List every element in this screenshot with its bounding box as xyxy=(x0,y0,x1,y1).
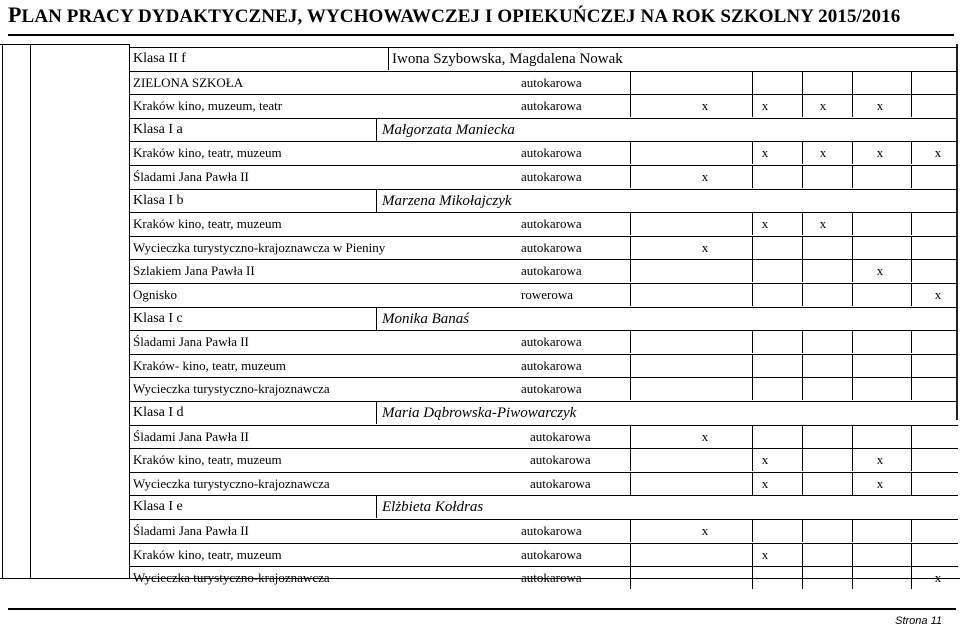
grid-line xyxy=(802,284,803,306)
grid-line xyxy=(630,284,631,306)
class-name: Klasa II f xyxy=(133,51,186,66)
month-mark: x xyxy=(761,475,769,491)
grid-line xyxy=(802,166,803,188)
teacher-name: Małgorzata Maniecka xyxy=(382,121,515,138)
teacher-name: Iwona Szybowska, Magdalena Nowak xyxy=(392,51,623,67)
column-divider xyxy=(30,44,31,578)
grid-line xyxy=(630,166,631,188)
transport-type: autokarowa xyxy=(521,334,582,350)
grid-line xyxy=(911,426,912,448)
grid-line xyxy=(802,520,803,542)
month-mark: x xyxy=(934,287,942,302)
month-mark: x xyxy=(934,145,942,161)
trip-name: Kraków kino, teatr, muzeum xyxy=(133,452,282,468)
teacher-name: Elżbieta Kołdras xyxy=(382,499,484,516)
transport-type: autokarowa xyxy=(521,523,582,538)
trip-name: Śladami Jana Pawła II xyxy=(133,523,249,538)
grid-line xyxy=(752,544,753,566)
month-mark: x xyxy=(701,239,709,255)
trip-row xyxy=(130,519,958,542)
column-divider xyxy=(376,190,377,212)
trip-name: Śladami Jana Pawła II xyxy=(133,169,249,184)
grid-line xyxy=(630,72,631,94)
class-name: Klasa I c xyxy=(133,310,183,326)
trip-name: Wycieczka turystyczno-krajoznawcza xyxy=(133,475,330,491)
transport-type: autokarowa xyxy=(521,570,582,586)
grid-line xyxy=(752,355,753,377)
grid-line xyxy=(852,166,853,188)
trip-row xyxy=(130,212,958,235)
grid-line xyxy=(752,378,753,400)
trip-row xyxy=(130,472,958,495)
grid-line xyxy=(630,95,631,117)
grid-line xyxy=(630,449,631,471)
class-header-row xyxy=(130,307,958,330)
trip-row xyxy=(130,94,958,117)
month-mark: x xyxy=(819,216,827,232)
transport-type: autokarowa xyxy=(521,169,582,184)
month-mark: x xyxy=(761,216,769,232)
grid-line xyxy=(911,237,912,259)
grid-line xyxy=(852,426,853,448)
transport-type: autokarowa xyxy=(521,216,582,232)
column-divider xyxy=(376,402,377,424)
month-mark: x xyxy=(876,475,884,491)
class-header-row xyxy=(130,118,958,141)
month-mark: x xyxy=(876,452,884,468)
grid-line xyxy=(752,95,753,117)
grid-line xyxy=(802,378,803,400)
grid-line xyxy=(852,260,853,282)
grid-line xyxy=(802,449,803,471)
grid-line xyxy=(802,355,803,377)
class-name: Klasa I a xyxy=(133,121,183,137)
grid-line xyxy=(752,473,753,495)
grid-line xyxy=(630,520,631,542)
month-mark: x xyxy=(876,98,884,114)
transport-type: autokarowa xyxy=(521,74,582,90)
trip-row xyxy=(130,71,958,94)
footer-rule xyxy=(8,608,956,610)
grid-line xyxy=(911,166,912,188)
grid-line xyxy=(802,213,803,235)
trip-name: Kraków kino, teatr, muzeum xyxy=(133,145,282,161)
transport-type: autokarowa xyxy=(530,428,591,444)
month-mark: x xyxy=(761,452,769,468)
month-mark: x xyxy=(819,98,827,114)
grid-line xyxy=(752,142,753,164)
column-divider xyxy=(376,496,377,518)
grid-line xyxy=(802,260,803,282)
trip-name: Wycieczka turystyczno-krajoznawcza w Pieniny xyxy=(133,239,386,255)
grid-line xyxy=(802,426,803,448)
grid-line xyxy=(752,166,753,188)
transport-type: autokarowa xyxy=(521,546,582,562)
grid-line xyxy=(630,473,631,495)
grid-line xyxy=(802,95,803,117)
class-header-row xyxy=(130,495,958,518)
column-divider xyxy=(376,119,377,141)
month-mark: x xyxy=(819,145,827,161)
trip-row xyxy=(130,141,958,164)
grid-line xyxy=(752,213,753,235)
grid-line xyxy=(630,355,631,377)
table-top-border xyxy=(0,44,130,45)
grid-line xyxy=(630,213,631,235)
grid-line xyxy=(802,72,803,94)
grid-line xyxy=(852,473,853,495)
column-divider xyxy=(388,48,389,70)
grid-line xyxy=(852,544,853,566)
grid-line xyxy=(852,520,853,542)
trip-row xyxy=(130,283,958,306)
grid-line xyxy=(752,237,753,259)
trip-row xyxy=(130,259,958,282)
grid-line xyxy=(630,426,631,448)
class-header-row xyxy=(130,47,958,70)
grid-line xyxy=(852,378,853,400)
grid-line xyxy=(802,331,803,353)
grid-line xyxy=(752,72,753,94)
grid-line xyxy=(911,260,912,282)
trip-name: Kraków- kino, teatr, muzeum xyxy=(133,357,286,373)
transport-type: autokarowa xyxy=(530,475,591,491)
grid-line xyxy=(911,378,912,400)
transport-type: autokarowa xyxy=(521,357,582,373)
grid-line xyxy=(911,355,912,377)
page-number: Strona 11 xyxy=(895,615,942,627)
trip-name: Śladami Jana Pawła II xyxy=(133,428,249,444)
trip-row xyxy=(130,448,958,471)
trip-name: Wycieczka turystyczno-krajoznawcza xyxy=(133,570,330,586)
column-divider xyxy=(376,308,377,330)
class-header-row xyxy=(130,401,958,424)
trip-name: Kraków kino, muzeum, teatr xyxy=(133,98,283,114)
month-mark: x xyxy=(761,98,769,114)
class-name: Klasa I d xyxy=(133,405,184,420)
trip-row xyxy=(130,425,958,448)
grid-line xyxy=(630,544,631,566)
trip-name: Śladami Jana Pawła II xyxy=(133,334,249,350)
trip-name: ZIELONA SZKOŁA xyxy=(133,74,244,90)
grid-line xyxy=(802,237,803,259)
month-mark: x xyxy=(701,523,709,538)
month-mark: x xyxy=(876,145,884,161)
grid-line xyxy=(852,95,853,117)
grid-line xyxy=(911,142,912,164)
teacher-name: Maria Dąbrowska-Piwowarczyk xyxy=(382,405,577,421)
transport-type: autokarowa xyxy=(521,239,582,255)
month-mark: x xyxy=(701,169,709,184)
grid-line xyxy=(852,72,853,94)
month-mark: x xyxy=(701,428,709,444)
grid-line xyxy=(802,142,803,164)
grid-line xyxy=(911,213,912,235)
table-bottom-border xyxy=(0,578,960,579)
trip-row xyxy=(130,377,958,400)
transport-type: rowerowa xyxy=(521,287,573,302)
grid-line xyxy=(852,331,853,353)
grid-line xyxy=(752,331,753,353)
trip-row xyxy=(130,330,958,353)
class-name: Klasa I e xyxy=(133,499,183,515)
grid-line xyxy=(911,72,912,94)
grid-line xyxy=(911,449,912,471)
grid-line xyxy=(630,260,631,282)
grid-line xyxy=(852,449,853,471)
class-header-row xyxy=(130,189,958,212)
grid-line xyxy=(911,284,912,306)
trip-row xyxy=(130,543,958,566)
trip-name: Kraków kino, teatr, muzeum xyxy=(133,216,282,232)
grid-line xyxy=(852,142,853,164)
transport-type: autokarowa xyxy=(521,98,582,114)
trip-name: Kraków kino, teatr, muzeum xyxy=(133,546,282,562)
transport-type: autokarowa xyxy=(521,263,582,279)
teacher-name: Marzena Mikołajczyk xyxy=(382,192,512,209)
grid-line xyxy=(752,284,753,306)
grid-line xyxy=(630,237,631,259)
month-mark: x xyxy=(701,98,709,114)
trip-name: Szlakiem Jana Pawła II xyxy=(133,263,255,279)
grid-line xyxy=(630,378,631,400)
transport-type: autokarowa xyxy=(521,381,582,397)
grid-line xyxy=(752,260,753,282)
grid-line xyxy=(911,473,912,495)
month-mark: x xyxy=(761,546,769,562)
teacher-name: Monika Banaś xyxy=(382,310,470,327)
trip-name: Wycieczka turystyczno-krajoznawcza xyxy=(133,381,330,397)
grid-line xyxy=(911,544,912,566)
grid-line xyxy=(911,95,912,117)
grid-line xyxy=(630,142,631,164)
plan-table xyxy=(0,44,960,586)
transport-type: autokarowa xyxy=(530,452,591,468)
grid-line xyxy=(852,213,853,235)
trip-row xyxy=(130,354,958,377)
grid-line xyxy=(911,520,912,542)
grid-line xyxy=(911,331,912,353)
month-mark: x xyxy=(761,145,769,161)
trip-row xyxy=(130,236,958,259)
left-border xyxy=(2,44,3,578)
trip-row xyxy=(130,165,958,188)
grid-line xyxy=(752,426,753,448)
grid-line xyxy=(630,331,631,353)
grid-line xyxy=(752,449,753,471)
month-mark: x xyxy=(934,570,942,586)
page-title: PLAN PRACY DYDAKTYCZNEJ, WYCHOWAWCZEJ I OPIEKUŃCZEJ NA ROK SZKOLNY 2015/2016 xyxy=(8,2,954,36)
class-name: Klasa I b xyxy=(133,192,184,208)
grid-line xyxy=(852,284,853,306)
grid-line xyxy=(852,237,853,259)
trip-name: Ognisko xyxy=(133,287,178,302)
month-mark: x xyxy=(876,263,884,279)
grid-line xyxy=(852,355,853,377)
grid-line xyxy=(802,544,803,566)
grid-line xyxy=(802,473,803,495)
transport-type: autokarowa xyxy=(521,145,582,161)
grid-line xyxy=(752,520,753,542)
